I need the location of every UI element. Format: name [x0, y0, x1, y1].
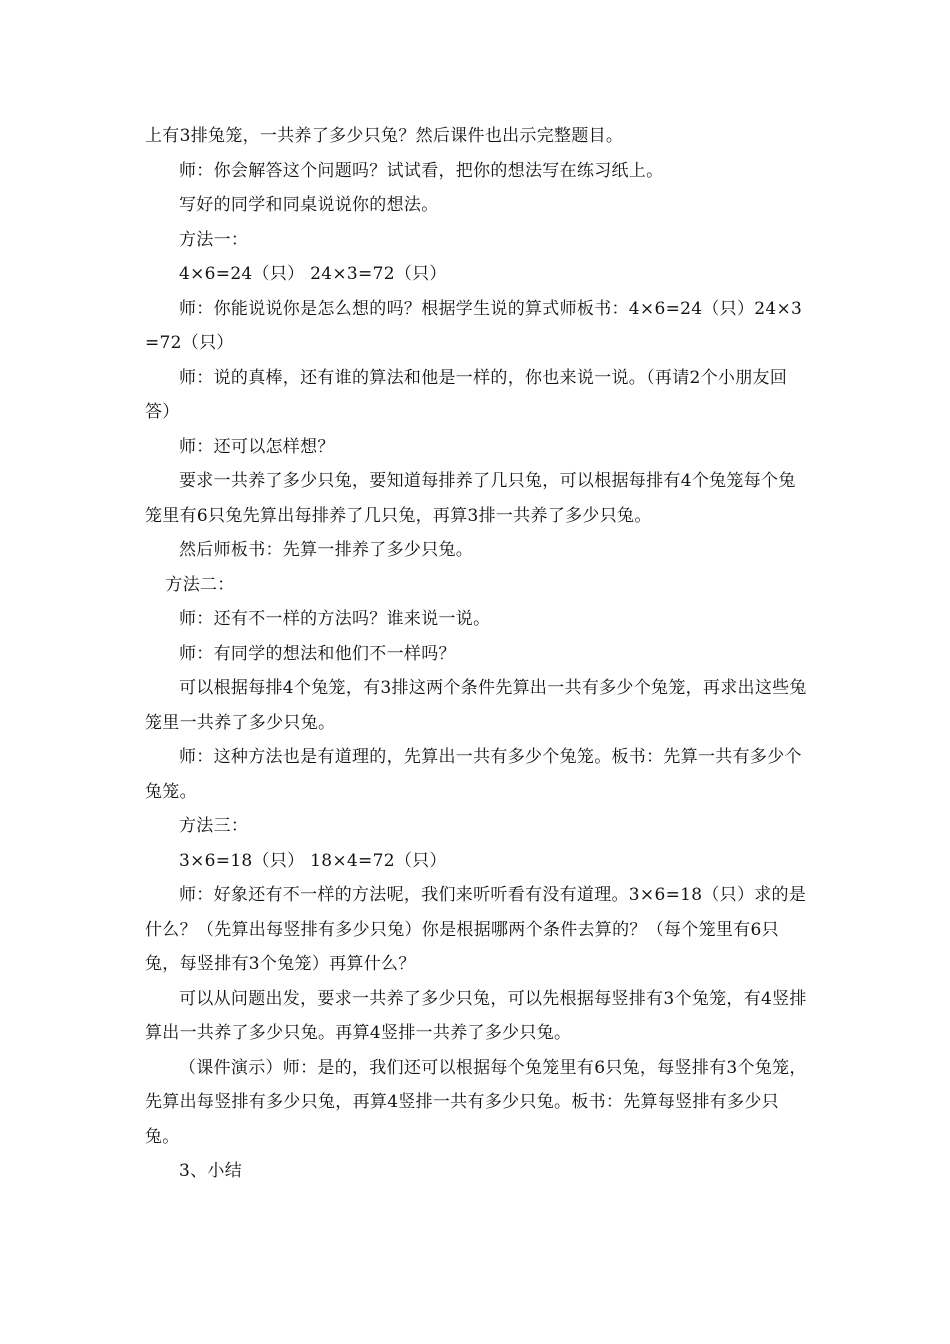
formula-line: 3×6=18（只） 18×4=72（只） — [179, 850, 447, 871]
paragraph: 可以根据每排4个兔笼，有3排这两个条件先算出一共有多少个兔笼，再求出这些兔笼里一共养了多少只兔。 — [145, 678, 807, 733]
document-body — [145, 119, 808, 1189]
paragraph: 写好的同学和同桌说说你的想法。 — [179, 195, 439, 215]
paragraph: 师：还可以怎样想？ — [179, 436, 335, 457]
paragraph: 要求一共养了多少只兔，要知道每排养了几只兔，可以根据每排有4个兔笼每个兔笼里有6只兔先算出每排养了几只兔，再算3排一共养了多少只兔。 — [145, 471, 796, 526]
method-heading: 方法二： — [165, 574, 235, 595]
method-heading: 方法一： — [179, 229, 249, 250]
paragraph: 师：有同学的想法和他们不一样吗？ — [179, 643, 456, 664]
paragraph: 可以从问题出发，要求一共养了多少只兔，可以先根据每竖排有3个兔笼，有4竖排算出一共养了多少只兔。再算4竖排一共养了多少只兔。 — [145, 988, 807, 1043]
paragraph: 然后师板书：先算一排养了多少只兔。 — [179, 540, 474, 560]
paragraph: 上有3排兔笼，一共养了多少只兔？然后课件也出示完整题目。 — [145, 126, 624, 146]
formula-line: 4×6=24（只） 24×3=72（只） — [179, 264, 447, 284]
paragraph: 师：说的真棒，还有谁的算法和他是一样的，你也来说一说。（再请2个小朋友回答） — [145, 367, 788, 422]
paragraph: 师：还有不一样的方法吗？谁来说一说。 — [179, 609, 491, 629]
paragraph: 师：你能说说你是怎么想的吗？根据学生说的算式师板书：4×6=24（只）24×3=72（只） — [145, 298, 803, 353]
method-heading: 方法三： — [179, 816, 249, 836]
paragraph: （课件演示）师：是的，我们还可以根据每个兔笼里有6只兔，每竖排有3个兔笼，先算出每竖排有多少只兔，再算4竖排一共有多少只兔。板书：先算每竖排有多少只兔。 — [145, 1057, 807, 1147]
paragraph: 师：好象还有不一样的方法呢，我们来听听看有没有道理。3×6=18（只）求的是什么？（先算出每竖排有多少只兔）你是根据哪两个条件去算的？（每个笼里有6只兔，每竖排有3个兔笼）再算什么？ — [145, 885, 807, 974]
section-heading: 3、小结 — [179, 1161, 243, 1181]
paragraph: 师：这种方法也是有道理的，先算出一共有多少个兔笼。板书：先算一共有多少个兔笼。 — [145, 747, 802, 802]
paragraph: 师：你会解答这个问题吗？试试看，把你的想法写在练习纸上。 — [179, 160, 664, 181]
